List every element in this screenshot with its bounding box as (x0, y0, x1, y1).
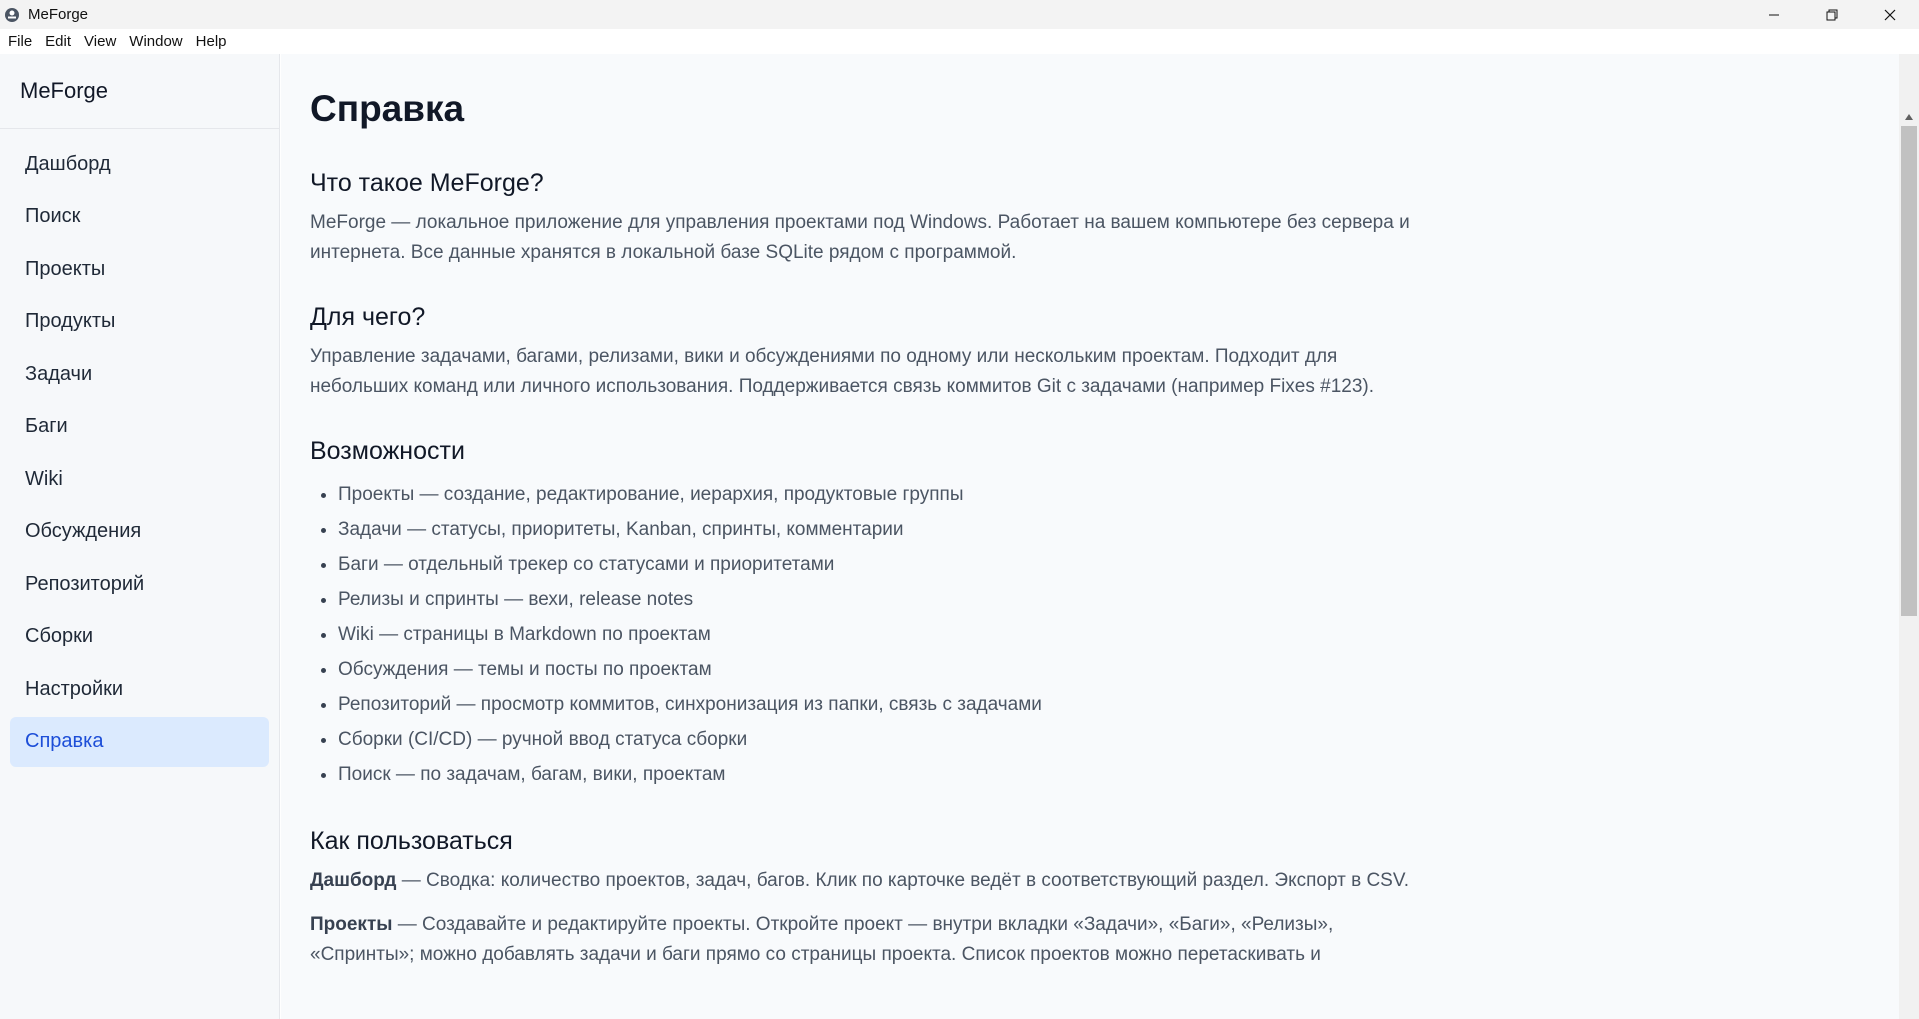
sidebar-item-help[interactable]: Справка (10, 717, 269, 767)
list-item: • Wiki — страницы в Markdown по проектам (338, 617, 1440, 652)
list-item: • Задачи — статусы, приоритеты, Kanban, спринты, комментарии (338, 512, 1440, 547)
list-item: • Сборки (CI/CD) — ручной ввод статуса сборки (338, 722, 1440, 757)
scrollbar-thumb[interactable] (1901, 126, 1917, 616)
sidebar-item-search[interactable]: Поиск (25, 205, 81, 227)
scroll-up-icon[interactable] (1903, 112, 1915, 122)
list-item: • Репозиторий — просмотр коммитов, синхронизация из папки, связь с задачами (338, 687, 1440, 722)
app-logo-icon (3, 6, 21, 24)
sidebar-brand: MeForge (0, 54, 279, 129)
section-why-text: Управление задачами, багами, релизами, вики и обсуждениями по одному или нескольким проектам. Подходит для небольших команд или личного использования. Поддерживается связь коммитов Git с задачами (например Fixes #123). (310, 346, 1375, 397)
sidebar-item-settings[interactable]: Настройки (25, 677, 124, 700)
section-features-heading: Возможности (310, 437, 465, 465)
window-title: MeForge (28, 6, 89, 23)
sidebar-item-discussions[interactable]: Обсуждения (25, 520, 142, 542)
sidebar-item-wiki[interactable]: Wiki (25, 467, 63, 490)
features-list (310, 477, 1440, 792)
section-why-heading: Для чего? (310, 303, 426, 331)
howto-text: — Создавайте и редактируйте проекты. Откройте проект — внутри вкладки «Задачи», «Баги», «Релизы», «Спринты»; можно добавлять задачи и баги прямо со страницы проекта. Список проектов можно перетаскивать и (310, 914, 1334, 965)
section-howto-heading: Как пользоваться (310, 827, 513, 855)
howto-dashboard (310, 866, 1440, 896)
sidebar-item-dashboard[interactable]: Дашборд (25, 152, 111, 175)
howto-term: Дашборд (310, 870, 397, 891)
sidebar-item-products[interactable]: Продукты (25, 310, 116, 332)
list-item: • Проекты — создание, редактирование, иерархия, продуктовые группы (338, 477, 1440, 512)
title-bar (0, 0, 1919, 29)
howto-text: — Сводка: количество проектов, задач, багов. Клик по карточке ведёт в соответствующий раздел. Экспорт в CSV. (396, 870, 1410, 891)
close-icon (1884, 9, 1896, 21)
minimize-icon (1768, 9, 1780, 21)
help-article (310, 54, 1440, 970)
restore-icon (1826, 9, 1838, 21)
list-item: • Поиск — по задачам, багам, вики, проектам (338, 757, 1440, 792)
sidebar-item-repository[interactable]: Репозиторий (25, 572, 145, 595)
menu-edit[interactable]: Edit (45, 33, 72, 50)
scrollbar[interactable] (1899, 54, 1919, 1019)
page-title: Справка (310, 88, 465, 129)
list-item: • Баги — отдельный трекер со статусами и приоритетами (338, 547, 1440, 582)
menu-bar (0, 29, 1919, 54)
list-item: • Обсуждения — темы и посты по проектам (338, 652, 1440, 687)
howto-projects (310, 910, 1440, 970)
sidebar (0, 54, 280, 1019)
howto-term: Проекты (310, 914, 393, 935)
menu-window[interactable]: Window (129, 33, 183, 50)
list-item: • Релизы и спринты — вехи, release notes (338, 582, 1440, 617)
sidebar-item-projects[interactable]: Проекты (25, 257, 106, 280)
close-button[interactable] (1861, 0, 1919, 29)
menu-file[interactable]: File (8, 33, 33, 50)
sidebar-nav (0, 129, 279, 767)
sidebar-item-tasks[interactable]: Задачи (25, 362, 93, 385)
menu-help[interactable]: Help (195, 33, 227, 50)
menu-view[interactable]: View (84, 33, 117, 50)
minimize-button[interactable] (1745, 0, 1803, 29)
sidebar-item-builds[interactable]: Сборки (25, 625, 94, 647)
sidebar-item-bugs[interactable]: Баги (25, 415, 68, 437)
section-what-heading: Что такое MeForge? (310, 169, 544, 197)
restore-button[interactable] (1803, 0, 1861, 29)
section-what-text: MeForge — локальное приложение для управления проектами под Windows. Работает на вашем компьютере без сервера и интернета. Все данные хранятся в локальной базе SQLite рядом с программой. (310, 212, 1410, 263)
main-content (281, 54, 1899, 1019)
